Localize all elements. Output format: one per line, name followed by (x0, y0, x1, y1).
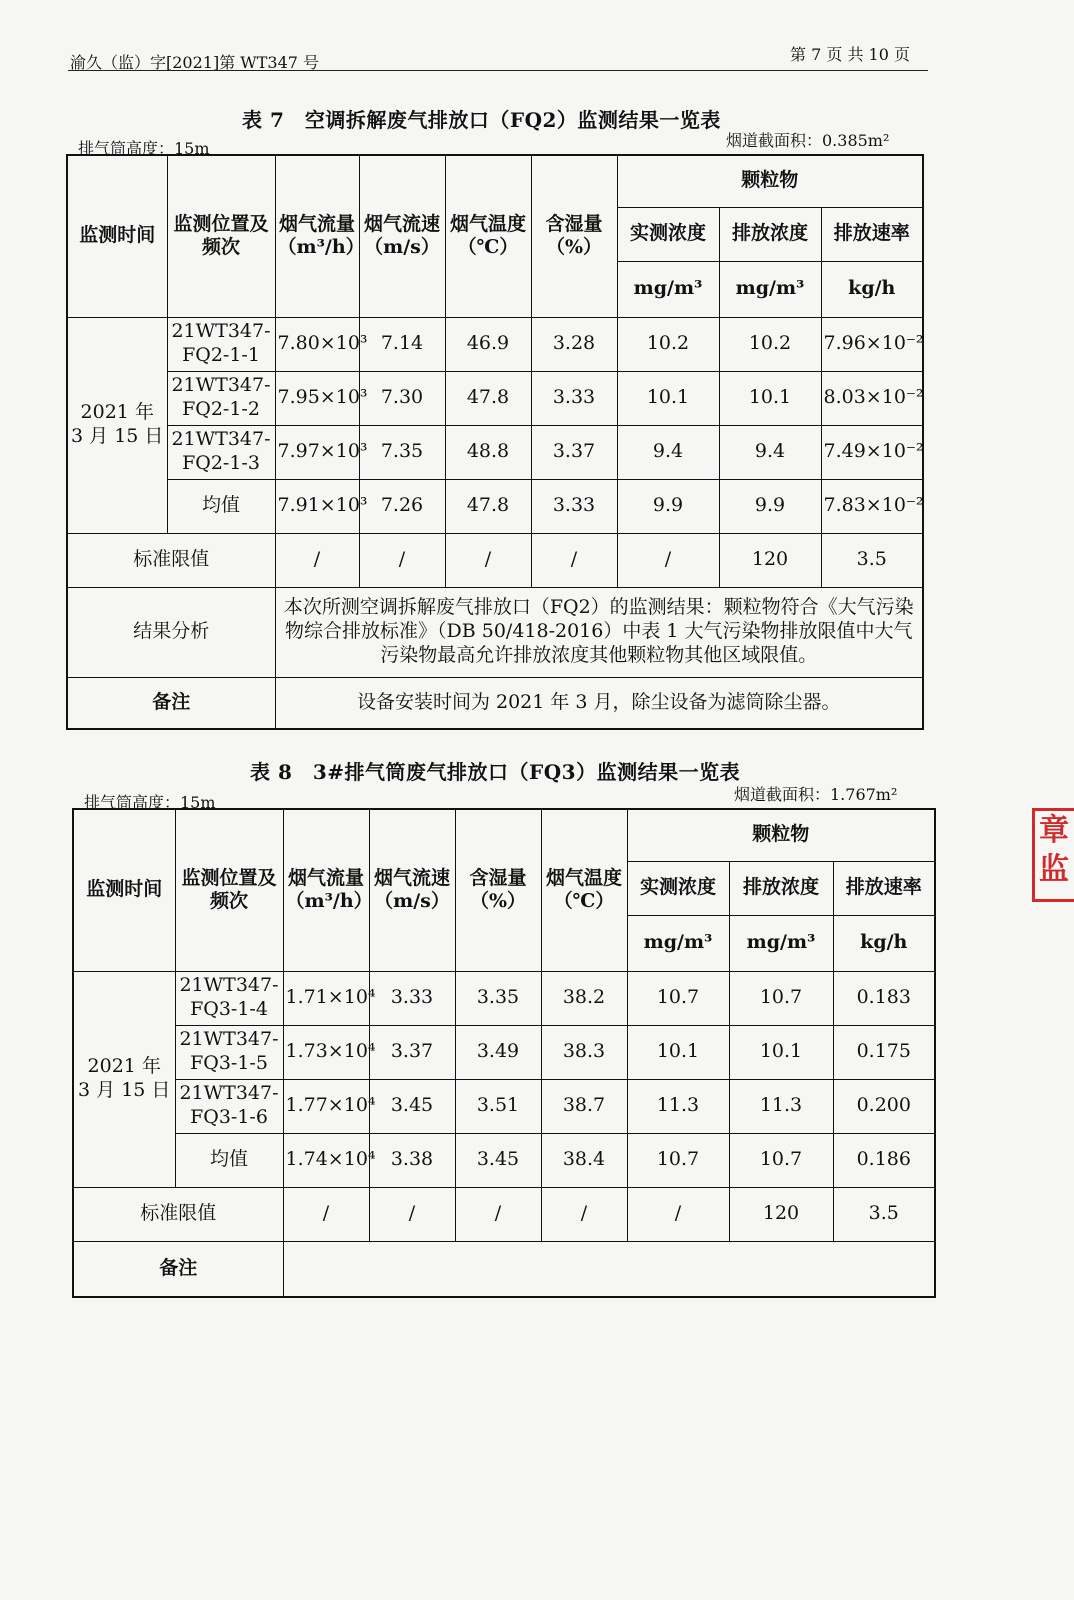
table-cell-flow: / (283, 1187, 369, 1241)
table-cell-flow: 1.77×10⁴ (283, 1079, 369, 1133)
table-row-location: 21WT347- FQ3-1-6 (175, 1079, 283, 1133)
t7-limit-label: 标准限值 (67, 533, 275, 587)
table-cell-measured: 10.7 (627, 1133, 729, 1187)
t8-date: 2021 年 3 月 15 日 (73, 971, 175, 1187)
official-seal-stamp: 章 监 (1032, 808, 1074, 902)
table-cell-rate: 3.5 (833, 1187, 935, 1241)
t7-header-moisture: 含湿量（%） (531, 155, 617, 317)
table-cell-measured: 10.1 (627, 1025, 729, 1079)
t7-header-measured: 实测浓度 (617, 207, 719, 261)
table-row-location: 均值 (175, 1133, 283, 1187)
table8-caption: 表 8 3#排气筒废气排放口（FQ3）监测结果一览表 (250, 760, 741, 784)
table-cell-measured: / (617, 533, 719, 587)
table8-stack-height: 排气筒高度：15m (84, 793, 216, 812)
table-cell-rate: 0.175 (833, 1025, 935, 1079)
table-cell-temp: 38.3 (541, 1025, 627, 1079)
table-cell-moisture: 3.49 (455, 1025, 541, 1079)
table-cell-rate: 0.186 (833, 1133, 935, 1187)
table-cell-emission: 11.3 (729, 1079, 833, 1133)
t8-header-velocity: 烟气流速（m/s） (369, 809, 455, 971)
table-cell-temp: / (445, 533, 531, 587)
t8-remark-text (283, 1241, 935, 1297)
table-cell-moisture: 3.37 (531, 425, 617, 479)
table-cell-rate: 7.49×10⁻² (821, 425, 923, 479)
t8-header-rate: 排放速率 (833, 861, 935, 915)
table-cell-measured: 9.4 (617, 425, 719, 479)
t7-analysis-label: 结果分析 (67, 587, 275, 677)
table-cell-measured: 9.9 (617, 479, 719, 533)
table-cell-temp: 48.8 (445, 425, 531, 479)
t7-header-time: 监测时间 (67, 155, 167, 317)
table-row-location: 21WT347- FQ2-1-1 (167, 317, 275, 371)
table-cell-emission: 10.2 (719, 317, 821, 371)
table-cell-velocity: 7.30 (359, 371, 445, 425)
table-cell-velocity: 7.14 (359, 317, 445, 371)
t8-unit-measured: mg/m³ (627, 915, 729, 971)
t7-header-flow: 烟气流量（m³/h） (275, 155, 359, 317)
t8-remark-label: 备注 (73, 1241, 283, 1297)
table-cell-moisture: 3.51 (455, 1079, 541, 1133)
table-cell-temp: / (541, 1187, 627, 1241)
table-cell-moisture: / (455, 1187, 541, 1241)
t7-analysis-text: 本次所测空调拆解废气排放口（FQ2）的监测结果：颗粒物符合《大气污染物综合排放标准》（DB 50/418-2016）中表 1 大气污染物排放限值中大气污染物最高允许排放浓度其他颗粒物其他区域限值。 (275, 587, 923, 677)
t8-header-time: 监测时间 (73, 809, 175, 971)
table-row-location: 21WT347- FQ2-1-2 (167, 371, 275, 425)
table8-duct-area: 烟道截面积：1.767m² (734, 785, 898, 804)
table-cell-flow: 7.80×10³ (275, 317, 359, 371)
table-cell-velocity: / (369, 1187, 455, 1241)
table-cell-emission: 120 (719, 533, 821, 587)
table-cell-flow: / (275, 533, 359, 587)
t7-header-location: 监测位置及频次 (167, 155, 275, 317)
table-cell-emission: 9.4 (719, 425, 821, 479)
table-cell-temp: 38.7 (541, 1079, 627, 1133)
table-cell-emission: 10.7 (729, 971, 833, 1025)
t7-header-rate: 排放速率 (821, 207, 923, 261)
table-row-location: 均值 (167, 479, 275, 533)
t8-header-measured: 实测浓度 (627, 861, 729, 915)
table-cell-moisture: 3.45 (455, 1133, 541, 1187)
table-cell-rate: 0.200 (833, 1079, 935, 1133)
t7-header-velocity: 烟气流速（m/s） (359, 155, 445, 317)
t8-unit-emission: mg/m³ (729, 915, 833, 971)
table-cell-flow: 7.95×10³ (275, 371, 359, 425)
table-cell-flow: 7.91×10³ (275, 479, 359, 533)
table-cell-velocity: 7.35 (359, 425, 445, 479)
t8-header-flow: 烟气流量（m³/h） (283, 809, 369, 971)
table-cell-temp: 47.8 (445, 371, 531, 425)
table-cell-emission: 120 (729, 1187, 833, 1241)
table-cell-rate: 7.96×10⁻² (821, 317, 923, 371)
table-cell-moisture: 3.33 (531, 479, 617, 533)
table-cell-flow: 1.74×10⁴ (283, 1133, 369, 1187)
table-cell-flow: 1.71×10⁴ (283, 971, 369, 1025)
table-cell-velocity: 3.37 (369, 1025, 455, 1079)
table-cell-temp: 46.9 (445, 317, 531, 371)
table-cell-temp: 47.8 (445, 479, 531, 533)
header-divider (68, 70, 928, 71)
table-cell-velocity: 3.38 (369, 1133, 455, 1187)
t8-header-moisture: 含湿量（%） (455, 809, 541, 971)
table-cell-moisture: / (531, 533, 617, 587)
table-cell-emission: 10.7 (729, 1133, 833, 1187)
table-cell-measured: 10.1 (617, 371, 719, 425)
t8-limit-label: 标准限值 (73, 1187, 283, 1241)
table-cell-velocity: 7.26 (359, 479, 445, 533)
page-indicator: 第 7 页 共 10 页 (790, 45, 910, 64)
t7-date: 2021 年 3 月 15 日 (67, 317, 167, 533)
table7-caption: 表 7 空调拆解废气排放口（FQ2）监测结果一览表 (242, 108, 721, 132)
table-cell-velocity: / (359, 533, 445, 587)
table-cell-rate: 0.183 (833, 971, 935, 1025)
table-cell-moisture: 3.35 (455, 971, 541, 1025)
t7-header-emission: 排放浓度 (719, 207, 821, 261)
table-cell-rate: 8.03×10⁻² (821, 371, 923, 425)
table-cell-emission: 9.9 (719, 479, 821, 533)
table-cell-rate: 7.83×10⁻² (821, 479, 923, 533)
t8-header-emission: 排放浓度 (729, 861, 833, 915)
table-cell-flow: 1.73×10⁴ (283, 1025, 369, 1079)
table-cell-moisture: 3.33 (531, 371, 617, 425)
t7-header-particulate: 颗粒物 (617, 155, 923, 207)
table-cell-velocity: 3.33 (369, 971, 455, 1025)
t8-unit-rate: kg/h (833, 915, 935, 971)
t7-remark-text: 设备安装时间为 2021 年 3 月，除尘设备为滤筒除尘器。 (275, 677, 923, 729)
table7-stack-height: 排气筒高度：15m (78, 139, 210, 158)
table7-duct-area: 烟道截面积：0.385m² (726, 131, 890, 150)
table-cell-measured: 11.3 (627, 1079, 729, 1133)
table-row-location: 21WT347- FQ2-1-3 (167, 425, 275, 479)
table-cell-measured: 10.7 (627, 971, 729, 1025)
t8-header-particulate: 颗粒物 (627, 809, 935, 861)
table-cell-flow: 7.97×10³ (275, 425, 359, 479)
table-row-location: 21WT347- FQ3-1-5 (175, 1025, 283, 1079)
report-number: 渝久（监）字[2021]第 WT347 号 (70, 53, 320, 72)
t7-unit-emission: mg/m³ (719, 261, 821, 317)
t8-header-temp: 烟气温度（℃） (541, 809, 627, 971)
table8 (72, 808, 936, 1298)
table-cell-velocity: 3.45 (369, 1079, 455, 1133)
table-cell-temp: 38.4 (541, 1133, 627, 1187)
table-cell-temp: 38.2 (541, 971, 627, 1025)
table-cell-measured: / (627, 1187, 729, 1241)
table-cell-emission: 10.1 (729, 1025, 833, 1079)
table-cell-emission: 10.1 (719, 371, 821, 425)
table7 (66, 154, 924, 730)
t8-header-location: 监测位置及频次 (175, 809, 283, 971)
table-cell-moisture: 3.28 (531, 317, 617, 371)
t7-unit-rate: kg/h (821, 261, 923, 317)
t7-header-temp: 烟气温度（℃） (445, 155, 531, 317)
table-row-location: 21WT347- FQ3-1-4 (175, 971, 283, 1025)
table-cell-measured: 10.2 (617, 317, 719, 371)
t7-remark-label: 备注 (67, 677, 275, 729)
t7-unit-measured: mg/m³ (617, 261, 719, 317)
table-cell-rate: 3.5 (821, 533, 923, 587)
